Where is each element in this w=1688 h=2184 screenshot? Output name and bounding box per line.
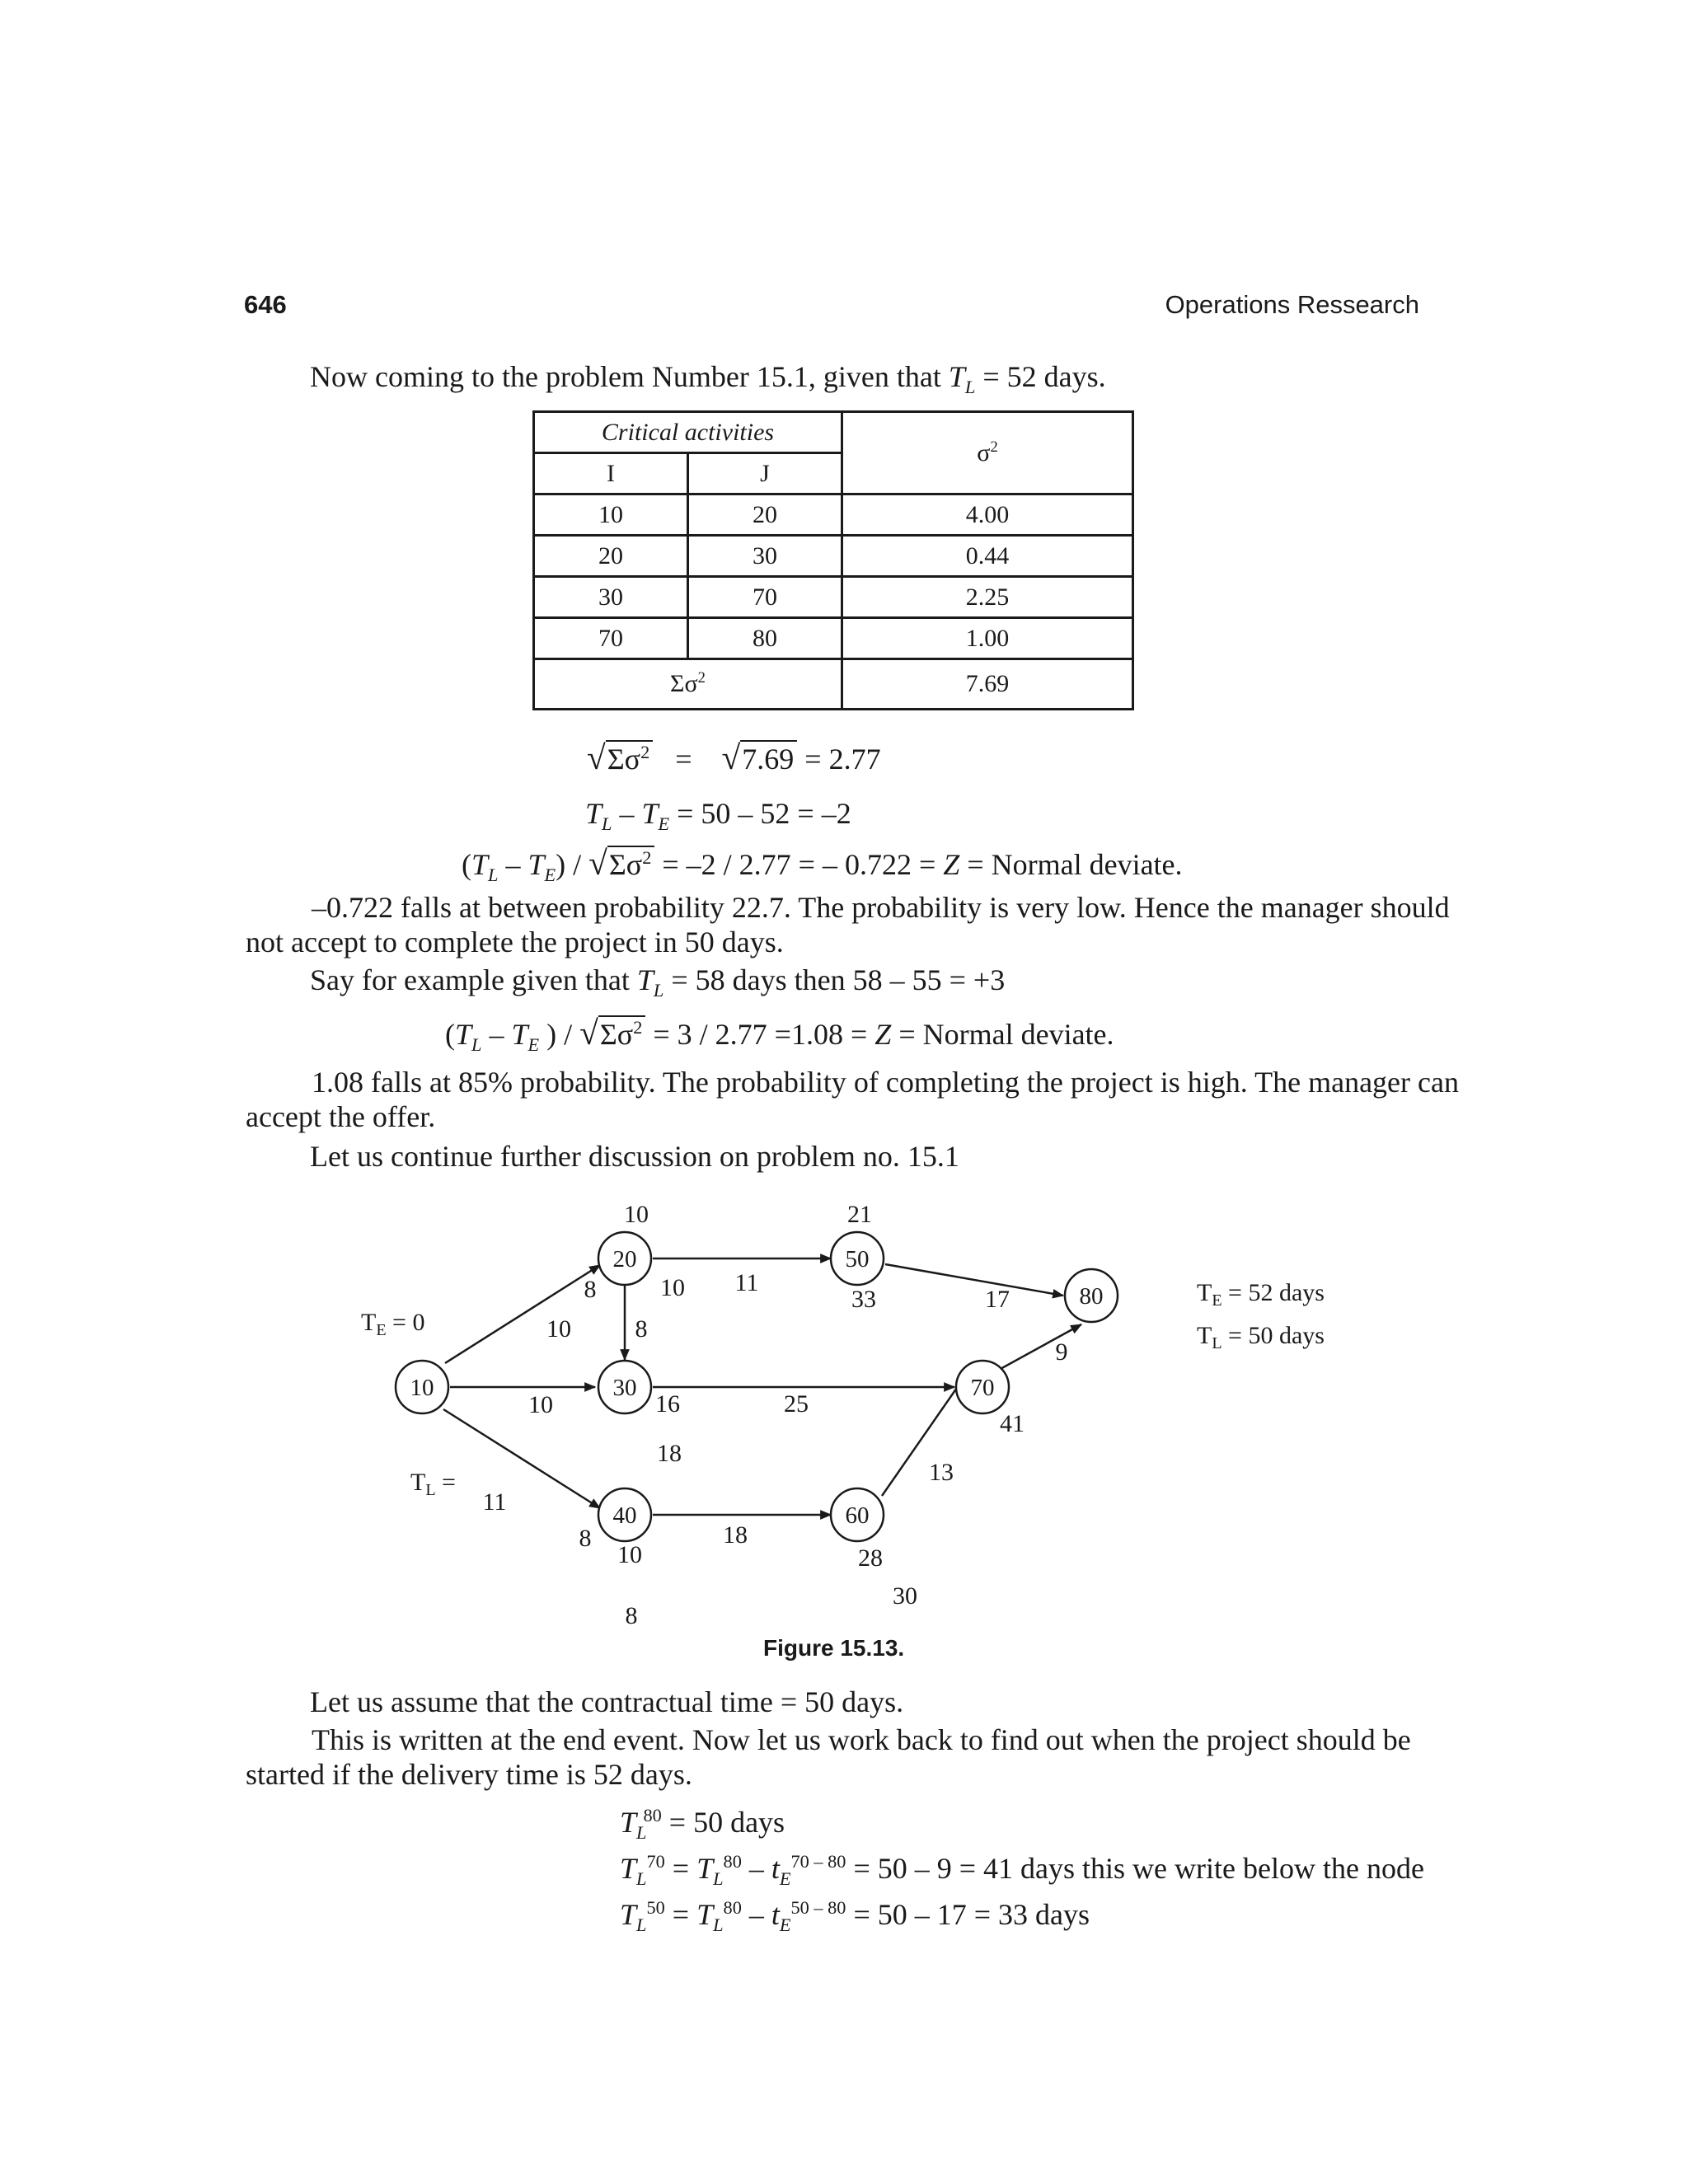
page-number: 646 (244, 290, 287, 319)
final-equation-1 (620, 1805, 785, 1844)
f1-l: L (636, 1822, 647, 1844)
label-te-left: $T_E = 0$ (361, 1309, 425, 1339)
f1-tail: = 50 days (661, 1806, 785, 1839)
label-n50-below: 33 (851, 1286, 876, 1313)
eq2-t: T (585, 797, 603, 830)
f3-sup2: 80 (723, 1897, 742, 1918)
label-a-30-70: 25 (784, 1390, 809, 1418)
eq2-t2: T (641, 797, 659, 830)
eq3-tail: = Normal deviate. (959, 848, 1183, 881)
para3-line2: accept the offer. (246, 1100, 436, 1133)
label-n20-below: 10 (660, 1274, 685, 1301)
eq4-z: Z (874, 1018, 892, 1051)
table-sum-value: 7.69 (842, 659, 1133, 710)
label-a-10-30: 10 (528, 1391, 553, 1418)
table-cell: 10 (534, 494, 688, 536)
eq4-e: E (528, 1034, 540, 1056)
edge-10-20 (445, 1265, 600, 1363)
label-tl-left: $T_L$ = (410, 1469, 456, 1499)
label-n30-below: 18 (657, 1440, 682, 1467)
eq3-t: T (471, 848, 489, 881)
eq1-root: 7.69 (740, 740, 797, 776)
f3-te: t (771, 1898, 780, 1931)
eq4-l: L (471, 1034, 482, 1056)
eq2-rhs: = 50 – 52 = –2 (669, 797, 851, 830)
f3-t2: T (696, 1898, 714, 1931)
label-n60-low: 30 (893, 1582, 917, 1610)
equation-sqrt: $√\Sigma\sigma^2$ = √7.69 = 2.77 (587, 738, 881, 776)
label-n70-below: 41 (1000, 1410, 1025, 1437)
f3-l: L (636, 1915, 647, 1936)
table-row (534, 577, 1133, 618)
label-n30-right: 16 (655, 1390, 680, 1418)
node-label: 40 (612, 1502, 637, 1529)
eq4-t2: T (511, 1018, 528, 1051)
intro-tl-symbol: T (948, 360, 965, 393)
eq2-e: E (658, 813, 670, 835)
eq1-rhs: = 2.77 (797, 743, 881, 776)
table-cell: 4.00 (842, 494, 1133, 536)
paragraph-high-probability (246, 1065, 1459, 1134)
para1-line2: not accept to complete the project in 50 days. (246, 926, 784, 958)
edge-70-80 (999, 1324, 1081, 1370)
label-a-20-30: 8 (635, 1315, 648, 1343)
node-label: 50 (845, 1246, 870, 1272)
f1-t: T (620, 1806, 637, 1839)
f3-e: E (779, 1915, 791, 1936)
label-n40-low: 8 (625, 1602, 638, 1629)
table-col-j: J (688, 453, 842, 494)
para2-text: Say for example given that (310, 963, 637, 996)
label-a-40-60: 18 (723, 1521, 748, 1549)
equation-z-2: ($T_L - T_E$ ) / $√\Sigma\sigma^2 = 3 / 2.77 =1.08 = Z$ = Normal deviate. (445, 1014, 1114, 1056)
table-sum-sup: 2 (697, 669, 706, 687)
f2-sup: 70 (646, 1851, 665, 1872)
eq4-sup: 2 (633, 1017, 643, 1038)
edge-50-80 (885, 1264, 1063, 1296)
f2-l2: L (713, 1868, 724, 1890)
para2-text-after: = 58 days then 58 – 55 = +3 (663, 963, 1006, 996)
f1-sup: 80 (643, 1805, 662, 1825)
table-sigma-sup: 2 (990, 438, 998, 456)
eq1-eq: = (675, 743, 692, 776)
eq2-l: L (602, 813, 612, 835)
eq3-sigma: Σσ (608, 848, 643, 881)
para2-t: T (636, 963, 654, 996)
equation-z-1: $(T_L - T_E) / √\Sigma\sigma^2 = -2 / 2.77$ = – 0.722 = Z = Normal deviate. (462, 844, 1183, 886)
label-a-20-50: 11 (734, 1269, 759, 1296)
f2-l: L (636, 1868, 647, 1890)
table-cell: 30 (534, 577, 688, 618)
label-n60-below: 28 (858, 1544, 883, 1572)
node-label: 70 (970, 1375, 995, 1401)
paragraph-contract: Let us assume that the contractual time = 50 days. (310, 1685, 904, 1718)
table-sum-row (534, 659, 1133, 710)
table-cell: 1.00 (842, 618, 1133, 659)
para3-line1: 1.08 falls at 85% probability. The probability of completing the project is high. The manager can (312, 1066, 1459, 1099)
paragraph-continue: Let us continue further discussion on problem no. 15.1 (310, 1140, 959, 1173)
label-n40-left: 8 (579, 1525, 592, 1552)
final-equation-2: $T_L^{70} = T_L^{80} - t_E^{70 - 80} = 50 - 9 = 41$ days this we write below the node (620, 1851, 1424, 1890)
table-cell: 70 (534, 618, 688, 659)
eq3-t2: T (528, 848, 545, 881)
label-n40-below: 10 (617, 1541, 642, 1568)
intro-text-after: = 52 days. (975, 360, 1106, 393)
para2-l: L (653, 980, 664, 1001)
f2-t2: T (696, 1852, 714, 1885)
table-row (534, 494, 1133, 536)
node-label: 60 (845, 1502, 870, 1529)
f2-tail: = 50 – 9 = 41 days this we write below the node (846, 1852, 1424, 1885)
label-a-10-20: 10 (546, 1315, 571, 1343)
para6-line2: started if the delivery time is 52 days. (246, 1758, 692, 1791)
f3-t: T (620, 1898, 637, 1931)
f2-sup3: 70 – 80 (790, 1851, 846, 1872)
f3-tail: = 50 – 17 = 33 days (846, 1898, 1090, 1931)
eq4-rhs: = 3 / 2.77 =1.08 = (645, 1018, 875, 1051)
f2-sup2: 80 (723, 1851, 742, 1872)
f2-t: T (620, 1852, 637, 1885)
eq4-tail: = Normal deviate. (891, 1018, 1114, 1051)
table-cell: 70 (688, 577, 842, 618)
running-title: Operations Ressearch (1165, 290, 1419, 319)
label-n20-left: 8 (584, 1276, 597, 1303)
label-n20-top: 10 (624, 1201, 649, 1228)
critical-activities-table (532, 410, 1134, 710)
eq1-lhs: Σσ (607, 743, 641, 776)
label-te-right: $T_E = 52$ days (1197, 1279, 1325, 1310)
eq3-z: Z (943, 848, 960, 881)
eq1-sup: 2 (640, 742, 650, 762)
para6-line1: This is written at the end event. Now let us work back to find out when the project should be (312, 1723, 1411, 1756)
node-label: 80 (1079, 1283, 1104, 1310)
eq3-rhs: = –2 / 2.77 = – 0.722 = (654, 848, 944, 881)
figure-caption: Figure 15.13. (763, 1635, 905, 1661)
table-row (534, 536, 1133, 577)
paragraph-work-back (246, 1722, 1418, 1792)
node-label: 20 (612, 1246, 637, 1272)
final-equation-3: $T_L^{50} = T_L^{80} - t_E^{50 - 80} = 50 - 17 = 33$ days (620, 1897, 1090, 1936)
table-cell: 20 (688, 494, 842, 536)
label-tl-right: $T_L = 50$ days (1197, 1322, 1325, 1352)
node-label: 10 (410, 1375, 434, 1401)
table-cell: 2.25 (842, 577, 1133, 618)
table-cell: 30 (688, 536, 842, 577)
para1-line1: –0.722 falls at between probability 22.7. The probability is very low. Hence the manager should (312, 891, 1450, 924)
f3-sup3: 50 – 80 (790, 1897, 846, 1918)
table-cell: 0.44 (842, 536, 1133, 577)
table-col-i: I (534, 453, 688, 494)
intro-text: Now coming to the problem Number 15.1, given that (310, 360, 949, 393)
paragraph-low-probability (246, 890, 1450, 959)
eq4-t: T (455, 1018, 472, 1051)
table-cell: 20 (534, 536, 688, 577)
label-a-70-80: 9 (1055, 1338, 1068, 1366)
paragraph-example (310, 963, 1006, 1001)
eq3-sup: 2 (642, 847, 652, 868)
equation-tl-te: $T_L - T_E = 50 - 52 = -2$ (585, 797, 851, 835)
eq4-sigma: Σσ (599, 1018, 634, 1051)
table-cell: 80 (688, 618, 842, 659)
f2-te: t (771, 1852, 780, 1885)
label-a-10-40: 11 (482, 1488, 507, 1516)
table-sigma-header: σ (977, 438, 991, 466)
label-a-50-80: 17 (985, 1286, 1010, 1313)
f2-e: E (779, 1868, 791, 1890)
f3-sup: 50 (646, 1897, 665, 1918)
f3-l2: L (713, 1915, 724, 1936)
label-n50-top: 21 (847, 1201, 872, 1228)
table-sum-label: Σσ (670, 670, 698, 697)
eq3-l: L (488, 865, 499, 886)
eq3-e: E (544, 865, 556, 886)
label-a-60-70: 13 (929, 1459, 954, 1486)
node-label: 30 (612, 1375, 637, 1401)
intro-tl-sub: L (964, 377, 976, 398)
table-group-header: Critical activities (601, 418, 775, 446)
intro-line (310, 359, 1106, 398)
table-row (534, 618, 1133, 659)
edge-10-40 (443, 1409, 600, 1508)
network-diagram (330, 1195, 1401, 1657)
